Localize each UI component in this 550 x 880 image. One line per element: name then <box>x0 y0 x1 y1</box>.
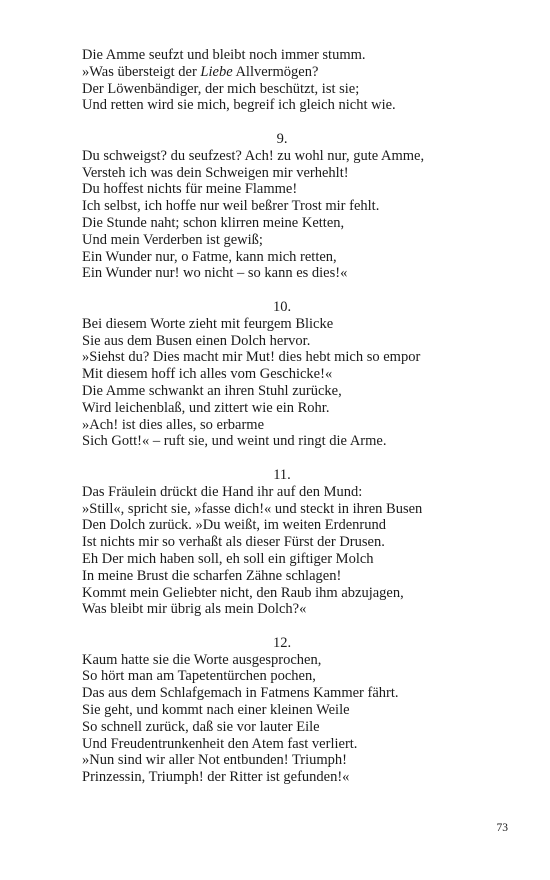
verse-line: Mit diesem hoff ich alles vom Geschicke!« <box>82 366 333 383</box>
stanza-number: 9. <box>276 130 288 147</box>
verse-line: Und retten wird sie mich, begreif ich gleich nicht wie. <box>82 97 396 114</box>
stanza-number: 12. <box>272 634 292 651</box>
verse-line: Ist nichts mir so verhaßt als dieser Fürst der Drusen. <box>82 534 385 551</box>
verse-line: Prinzessin, Triumph! der Ritter ist gefunden!« <box>82 769 350 786</box>
verse-line: Sich Gott!« – ruft sie, und weint und ringt die Arme. <box>82 433 387 450</box>
verse-line: Du schweigst? du seufzest? Ach! zu wohl nur, gute Amme, <box>82 147 425 164</box>
verse-line: Die Stunde naht; schon klirren meine Ketten, <box>82 214 345 231</box>
stanza-10 <box>82 316 482 450</box>
verse-line: Was bleibt mir übrig als mein Dolch?« <box>82 601 307 618</box>
stanza-12 <box>82 652 482 786</box>
stanza-8-continuation <box>82 47 482 114</box>
verse-line: So schnell zurück, daß sie vor lauter Eile <box>82 718 320 735</box>
verse-line: Das Fräulein drückt die Hand ihr auf den Mund: <box>82 483 363 500</box>
verse-line: »Nun sind wir aller Not entbunden! Triumph! <box>82 752 348 769</box>
verse-line: Den Dolch zurück. »Du weißt, im weiten Erdenrund <box>82 517 387 534</box>
verse-line: Versteh ich was dein Schweigen mir verhehlt! <box>82 164 349 181</box>
stanza-9 <box>82 148 482 282</box>
page-number: 73 <box>496 822 508 834</box>
stanza-number: 11. <box>273 466 291 483</box>
verse-line: Du hoffest nichts für meine Flamme! <box>82 181 298 198</box>
verse-line: Ein Wunder nur, o Fatme, kann mich retten, <box>82 248 337 265</box>
verse-line: Und mein Verderben ist gewiß; <box>82 231 263 248</box>
verse-line: Kommt mein Geliebter nicht, den Raub ihm abzujagen, <box>82 584 404 601</box>
stanza-number: 10. <box>272 298 292 315</box>
stanza-11 <box>82 484 482 618</box>
verse-line: Bei diesem Worte zieht mit feurgem Blicke <box>82 315 334 332</box>
verse-line: »Was übersteigt der Liebe Allvermögen? <box>82 63 319 80</box>
verse-line: Der Löwenbändiger, der mich beschützt, ist sie; <box>82 80 360 97</box>
verse-line: Und Freudentrunkenheit den Atem fast verliert. <box>82 735 358 752</box>
verse-line: Ein Wunder nur! wo nicht – so kann es dies!« <box>82 265 348 282</box>
italic-word: Liebe <box>200 63 233 80</box>
verse-line: »Siehst du? Dies macht mir Mut! dies hebt mich so empor <box>82 349 421 366</box>
verse-line: In meine Brust die scharfen Zähne schlagen! <box>82 567 342 584</box>
verse-line: Wird leichenblaß, und zittert wie ein Rohr. <box>82 399 330 416</box>
verse-line: So hört man am Tapetentürchen pochen, <box>82 668 316 685</box>
verse-line: Die Amme schwankt an ihren Stuhl zurücke, <box>82 382 342 399</box>
poem-page <box>82 47 482 786</box>
verse-line: Eh Der mich haben soll, eh soll ein giftiger Molch <box>82 550 374 567</box>
verse-line: Das aus dem Schlafgemach in Fatmens Kammer fährt. <box>82 685 399 702</box>
verse-line: Sie aus dem Busen einen Dolch hervor. <box>82 332 311 349</box>
verse-line: »Still«, spricht sie, »fasse dich!« und steckt in ihren Busen <box>82 500 423 517</box>
verse-line: Ich selbst, ich hoffe nur weil beßrer Trost mir fehlt. <box>82 198 380 215</box>
verse-line: Sie geht, und kommt nach einer kleinen Weile <box>82 702 350 719</box>
verse-line: »Ach! ist dies alles, so erbarme <box>82 416 265 433</box>
verse-line: Kaum hatte sie die Worte ausgesprochen, <box>82 651 322 668</box>
verse-line: Die Amme seufzt und bleibt noch immer stumm. <box>82 47 366 63</box>
